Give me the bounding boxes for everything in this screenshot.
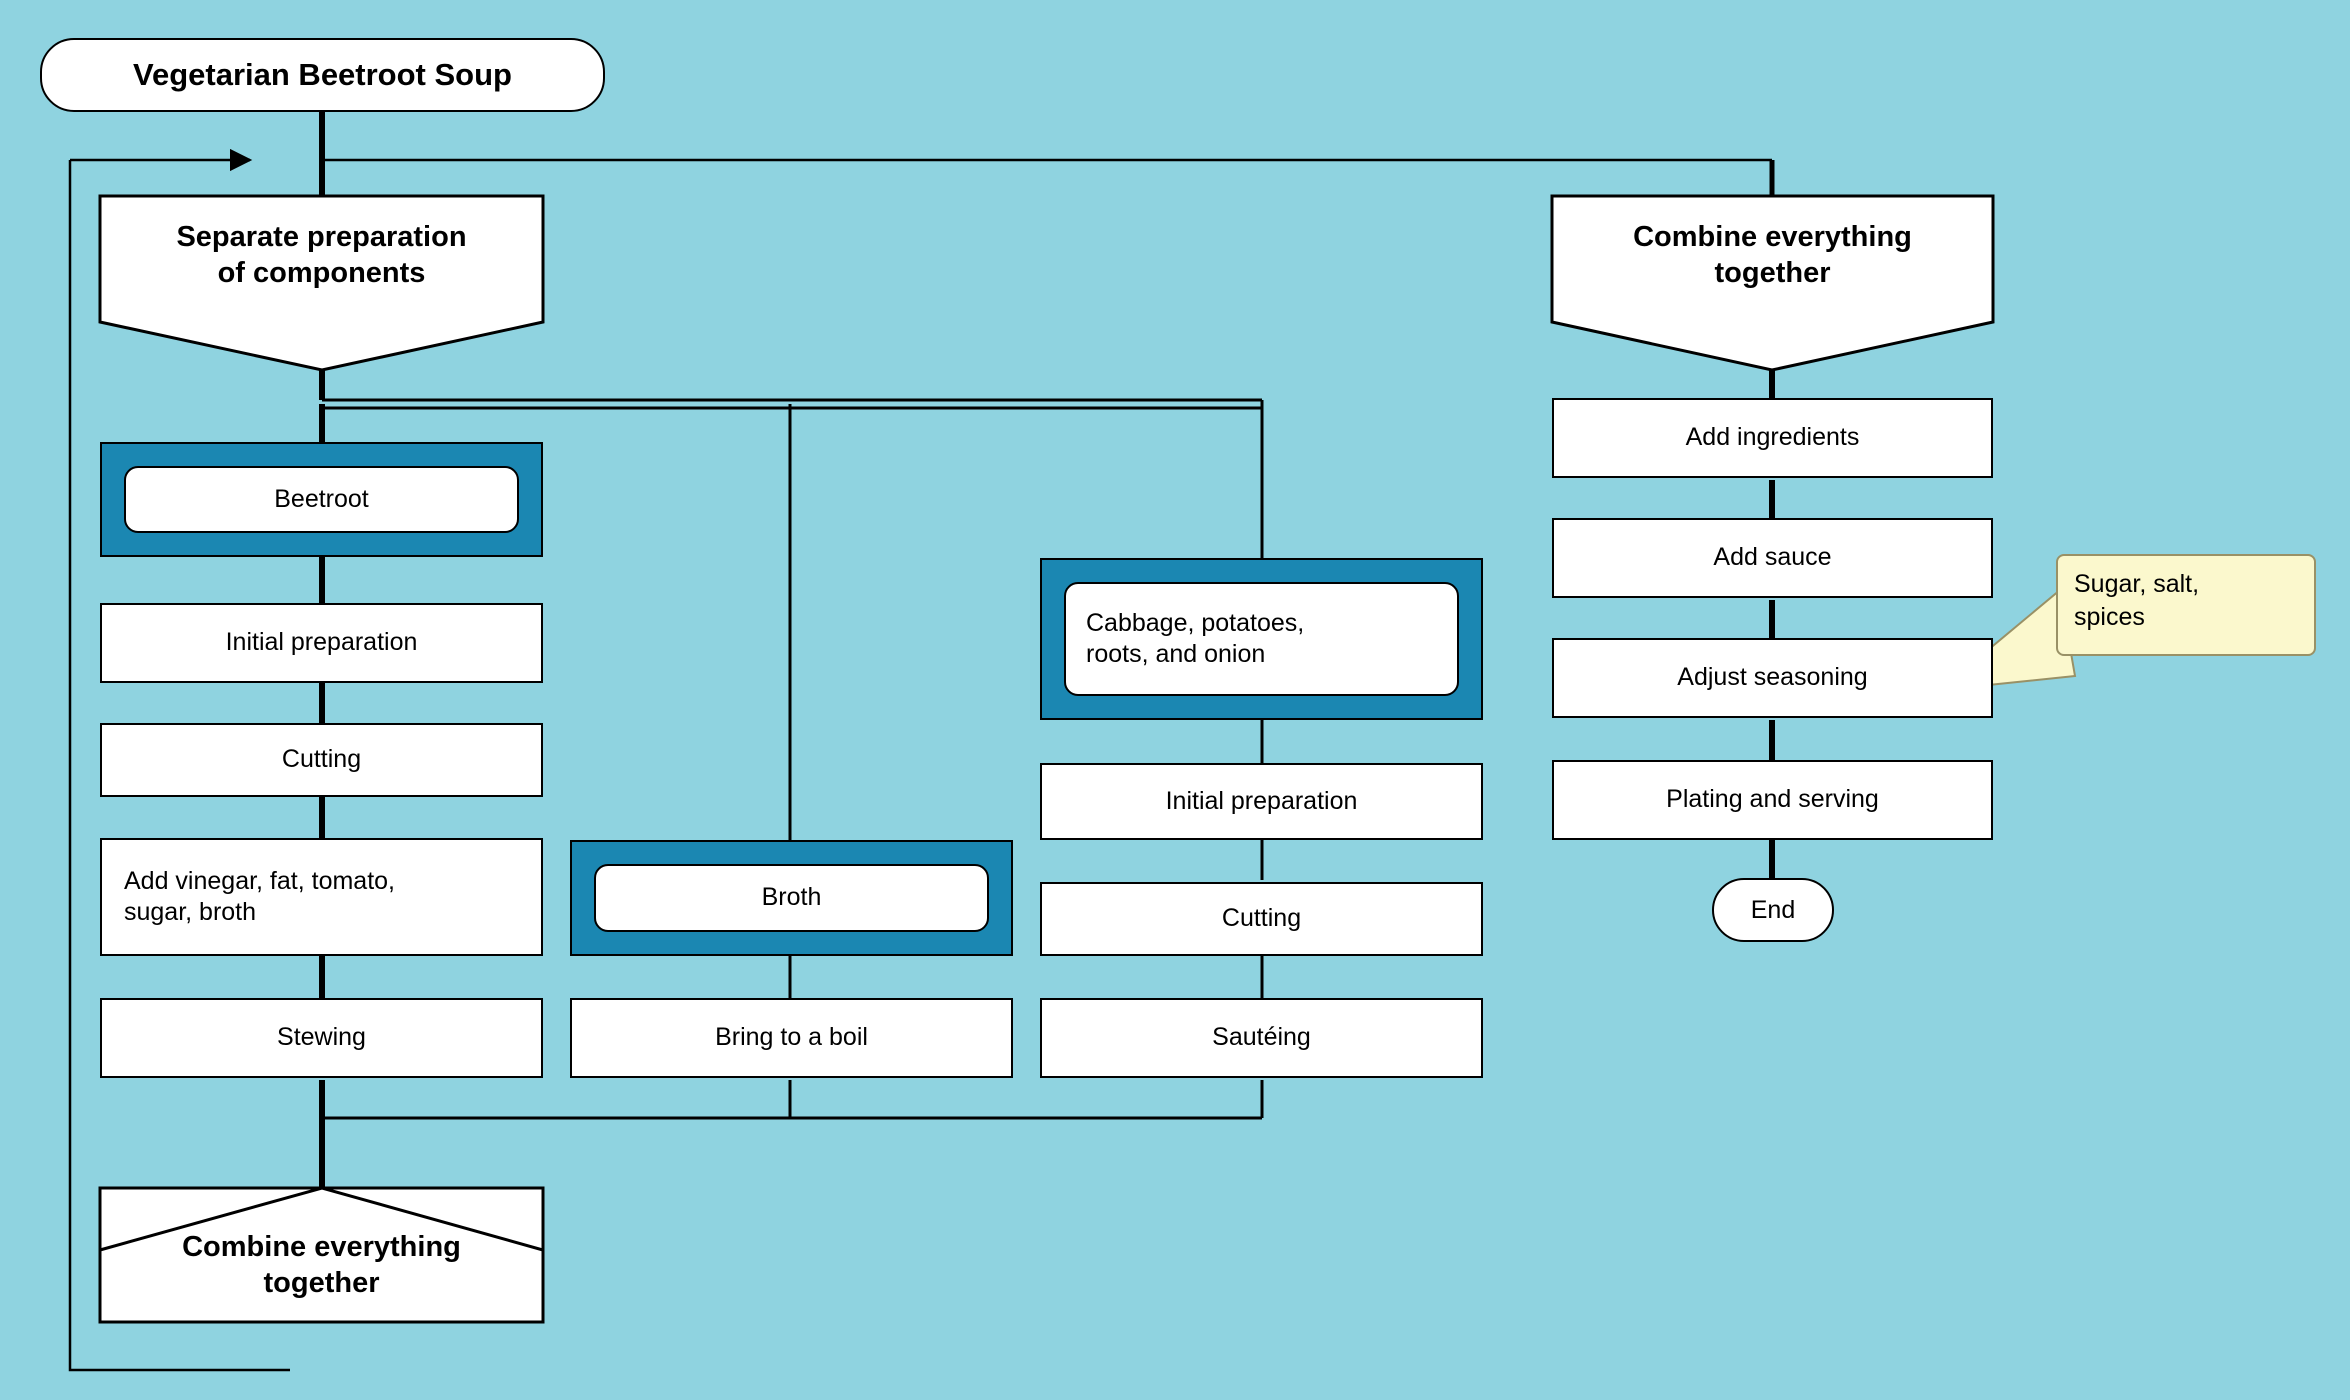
- node-broth-bring-to-boil[interactable]: [570, 998, 1013, 1078]
- node-vegetables[interactable]: [1064, 582, 1459, 696]
- node-vegetables-sauteing-label: Sautéing: [1212, 1023, 1311, 1052]
- node-beetroot-stewing-label: Stewing: [277, 1023, 366, 1052]
- node-broth-label: Broth: [761, 883, 822, 912]
- node-vegetables-line2: roots, and onion: [1086, 640, 1266, 668]
- node-combine-left-line2: together: [263, 1267, 380, 1299]
- node-separate-preparation-line2: of components: [217, 257, 426, 289]
- node-add-ingredients[interactable]: [1552, 398, 1993, 478]
- node-vegetables-initial-preparation-label: Initial preparation: [1165, 786, 1358, 815]
- node-start[interactable]: [40, 38, 605, 112]
- note-seasoning-line2: spices: [2074, 602, 2145, 631]
- node-plating-and-serving[interactable]: [1552, 760, 1993, 840]
- node-beetroot-initial-preparation-label: Initial preparation: [225, 628, 418, 657]
- node-start-label: Vegetarian Beetroot Soup: [133, 57, 512, 92]
- node-vegetables-sauteing[interactable]: [1040, 998, 1483, 1078]
- node-vegetables-initial-preparation[interactable]: [1040, 763, 1483, 840]
- node-adjust-seasoning-label: Adjust seasoning: [1677, 663, 1868, 692]
- node-end[interactable]: [1712, 878, 1834, 942]
- node-broth[interactable]: [594, 864, 989, 932]
- note-seasoning: [2056, 554, 2316, 656]
- node-adjust-seasoning[interactable]: [1552, 638, 1993, 718]
- node-beetroot-cutting[interactable]: [100, 723, 543, 797]
- node-beetroot-add-ingredients-line1: Add vinegar, fat, tomato,: [124, 866, 395, 895]
- node-vegetables-line1: Cabbage, potatoes,: [1086, 608, 1305, 637]
- node-beetroot-add-ingredients-line2: sugar, broth: [124, 898, 257, 926]
- node-beetroot-cutting-label: Cutting: [281, 745, 362, 774]
- node-vegetables-cutting-label: Cutting: [1221, 904, 1302, 933]
- node-add-ingredients-label: Add ingredients: [1685, 423, 1860, 452]
- node-combine-right-line2: together: [1714, 257, 1831, 289]
- node-beetroot-label: Beetroot: [274, 484, 369, 513]
- node-end-label: End: [1750, 895, 1796, 924]
- node-combine-right-line1: Combine everything: [1633, 220, 1912, 253]
- node-add-sauce[interactable]: [1552, 518, 1993, 598]
- node-vegetables-cutting[interactable]: [1040, 882, 1483, 956]
- node-beetroot-initial-preparation[interactable]: [100, 603, 543, 683]
- node-plating-and-serving-label: Plating and serving: [1666, 785, 1879, 814]
- node-add-sauce-label: Add sauce: [1713, 543, 1832, 572]
- node-combine-left-line1: Combine everything: [182, 1230, 461, 1263]
- node-separate-preparation-line1: Separate preparation: [176, 220, 467, 253]
- node-beetroot-stewing[interactable]: [100, 998, 543, 1078]
- note-seasoning-line1: Sugar, salt,: [2074, 570, 2200, 598]
- node-broth-bring-to-boil-label: Bring to a boil: [715, 1023, 868, 1052]
- node-beetroot-add-ingredients[interactable]: [100, 838, 543, 956]
- node-beetroot[interactable]: [124, 466, 519, 533]
